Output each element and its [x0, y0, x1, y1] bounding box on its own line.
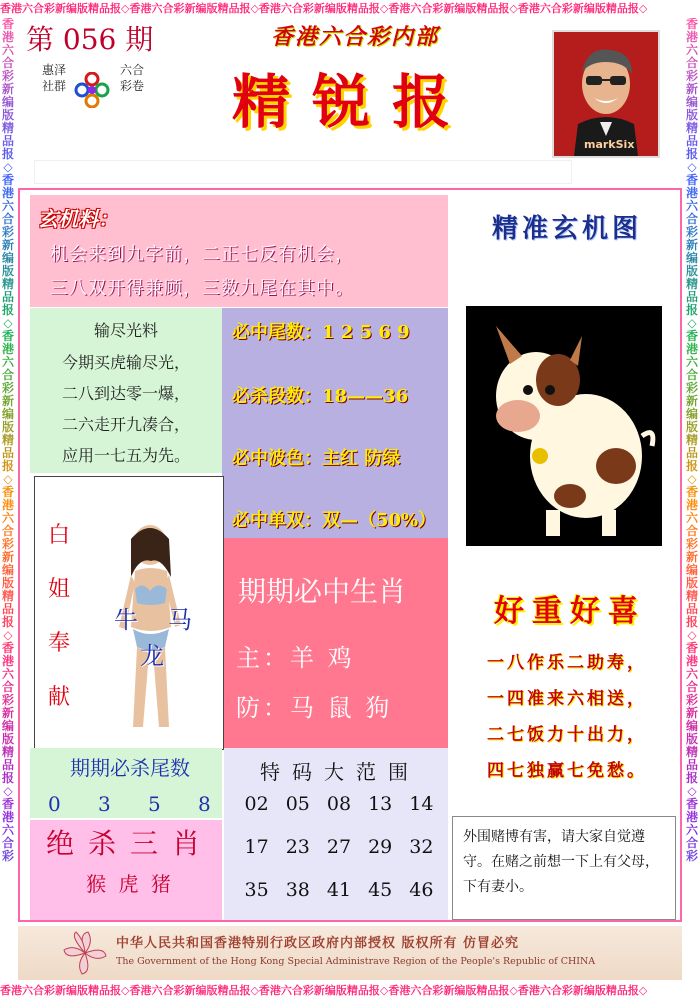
blank-strip [34, 160, 572, 184]
tema-grid [236, 792, 442, 902]
shengxiao-title: 期期必中生肖 [238, 575, 407, 608]
overlay-zodiac: 牛 [114, 606, 138, 634]
vertical-char: 献 [48, 685, 71, 710]
weishu-number: 5 [148, 792, 161, 816]
notice-box: 外围赌博有害，请大家自觉遵守。在赌之前想一下上有父母，下有妻小。 [452, 816, 676, 920]
tema-number: 13 [368, 793, 393, 815]
xuanji-line-2: 三八双开得兼顾，三数九尾在其中。 [50, 278, 354, 299]
weishu-number: 3 [98, 792, 111, 816]
portrait-caption: markSix [584, 138, 635, 151]
footer-english: The Government of the Hong Kong Special Administrave Region of the People's Republic of CHINA [116, 956, 596, 967]
footer-chinese: 中华人民共和国香港特别行政区政府内部授权 版权所有 仿冒必究 [116, 936, 520, 951]
tema-number: 32 [409, 836, 434, 858]
vertical-char: 奉 [48, 631, 71, 656]
cow-icon [466, 306, 662, 546]
poem-line: 四七独赢七免愁。 [487, 761, 647, 781]
bizhong-tail: 必中尾数：1 2 5 6 9 [232, 322, 410, 343]
lottery-logo-icon [74, 72, 110, 108]
poem-line: 一八作乐二助寿， [487, 653, 647, 673]
tema-number: 14 [409, 793, 434, 815]
page-title: 精锐报 [231, 68, 472, 136]
sansha-value: 猴 虎 猪 [86, 872, 174, 896]
sansha-title: 绝杀三肖 [45, 827, 214, 860]
bauhinia-emblem-icon [60, 928, 110, 978]
shuqin-line: 应用一七五为先。 [61, 446, 190, 465]
tag-left: 惠泽社群 [42, 63, 67, 93]
weishu-title: 期期必杀尾数 [70, 756, 190, 780]
bizhong-bose: 必中波色：主红 防绿 [232, 448, 401, 469]
tema-number: 27 [326, 836, 352, 858]
ticker-left: 香港六合彩新编版精品报◇香港六合彩新编版精品报◇香港六合彩新编版精品报◇香港六合彩新编版精品报◇香港六合彩新编版精品报◇香港六合彩 [0, 18, 16, 982]
tema-title: 特码大范围 [260, 760, 420, 784]
tag-right: 六合彩卷 [120, 63, 145, 93]
tema-number: 45 [368, 879, 393, 901]
shengxiao-main: 主：羊 鸡 [236, 644, 355, 672]
tema-number: 35 [244, 879, 269, 901]
tema-number: 41 [326, 879, 352, 901]
shuqin-line: 二六走开九凑合， [61, 415, 190, 434]
haochong-title: 好重好喜 [494, 594, 646, 629]
tema-number: 17 [244, 836, 269, 858]
poem-line: 二七饭力十出力， [487, 725, 647, 745]
shuqin-line: 二八到达零一爆， [61, 384, 190, 403]
overlay-zodiac: 龙 [140, 642, 164, 670]
vertical-char: 白 [48, 523, 71, 548]
tema-number: 29 [368, 836, 393, 858]
tema-number: 05 [285, 793, 310, 815]
overlay-zodiac: 马 [168, 606, 192, 634]
tema-number: 08 [326, 793, 352, 815]
xuanji-line-1: 机会来到九字前，二正七反有机会， [50, 244, 354, 265]
portrait-image [552, 30, 660, 158]
cow-image [466, 306, 662, 546]
vertical-char: 姐 [48, 577, 71, 602]
tema-number: 38 [285, 879, 310, 901]
poem-line: 一四准来六相送， [487, 689, 647, 709]
bizhong-danshuang: 必中单双：双—（50%） [232, 510, 437, 531]
ticker-right: 香港六合彩新编版精品报◇香港六合彩新编版精品报◇香港六合彩新编版精品报◇香港六合彩新编版精品报◇香港六合彩新编版精品报◇香港六合彩 [684, 18, 700, 982]
tema-number: 46 [409, 879, 434, 901]
tema-number: 02 [244, 793, 269, 815]
jingzhun-title: 精准玄机图 [491, 214, 642, 244]
ticker-top: 香港六合彩新编版精品报◇香港六合彩新编版精品报◇香港六合彩新编版精品报◇香港六合彩新编版精品报◇香港六合彩新编版精品报◇ [0, 0, 700, 18]
shengxiao-fang: 防：马 鼠 狗 [236, 694, 393, 722]
weishu-number: 0 [48, 792, 61, 816]
logo-block [34, 58, 152, 126]
issue-number: 第 056 期 [26, 23, 154, 56]
shuqin-title: 输尽光料 [93, 321, 158, 340]
ticker-bottom: 香港六合彩新编版精品报◇香港六合彩新编版精品报◇香港六合彩新编版精品报◇香港六合彩新编版精品报◇香港六合彩新编版精品报◇ [0, 982, 700, 1000]
subtitle: 香港六合彩内部 [270, 24, 439, 50]
xuanji-title: 玄机料： [38, 207, 118, 231]
shuqin-line: 今期买虎输尽光， [61, 353, 190, 372]
bizhong-duan: 必杀段数：18——36 [232, 386, 409, 407]
tema-number: 23 [285, 836, 310, 858]
weishu-number: 8 [198, 792, 211, 816]
